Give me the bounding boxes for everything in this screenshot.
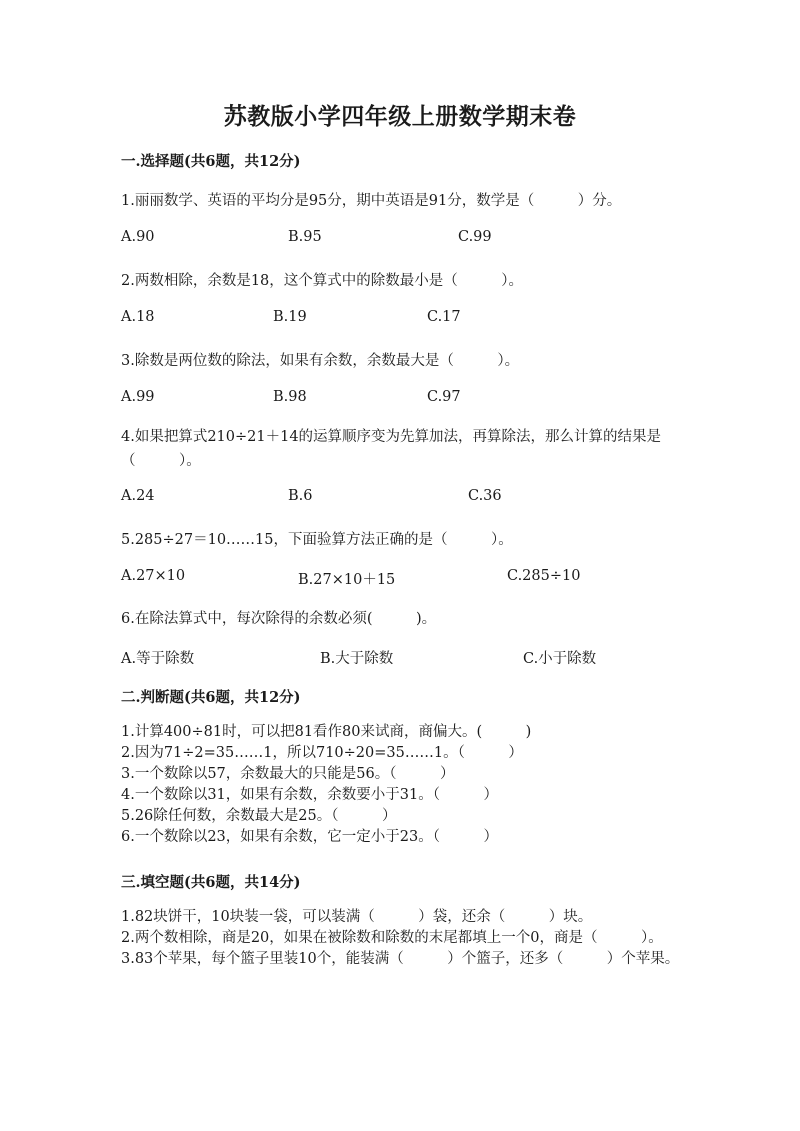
option-c: C.36 bbox=[468, 488, 502, 504]
choice-options-4 bbox=[121, 488, 700, 508]
option-c: C.285÷10 bbox=[507, 568, 581, 584]
fill-item-2: 2.两个数相除，商是20，如果在被除数和除数的末尾都填上一个0，商是（ ）。 bbox=[121, 930, 663, 946]
fill-item-3: 3.83个苹果，每个篮子里装10个，能装满（ ）个篮子，还多（ ）个苹果。 bbox=[121, 951, 680, 967]
choice-question-4: 4.如果把算式210÷21＋14的运算顺序变为先算加法，再算除法，那么计算的结果是（ ）。 bbox=[121, 429, 662, 469]
option-a: A.24 bbox=[121, 488, 155, 504]
option-b: B.98 bbox=[273, 389, 307, 405]
option-c: C.97 bbox=[427, 389, 461, 405]
choice-question-1: 1.丽丽数学、英语的平均分是95分，期中英语是91分，数学是（ ）分。 bbox=[121, 193, 622, 209]
judge-item-6: 6.一个数除以23，如果有余数，它一定小于23。（ ） bbox=[121, 829, 498, 845]
option-a: A.90 bbox=[121, 229, 155, 245]
section-heading-fill: 三.填空题(共6题，共14分) bbox=[121, 874, 301, 891]
fill-list bbox=[121, 907, 681, 970]
choice-options-1 bbox=[121, 229, 700, 249]
judge-item-5: 5.26除任何数，余数最大是25。（ ） bbox=[121, 808, 397, 824]
judge-item-3: 3.一个数除以57，余数最大的只能是56。（ ） bbox=[121, 766, 455, 782]
choice-options-6 bbox=[121, 647, 700, 667]
option-b: B.6 bbox=[288, 488, 313, 504]
choice-question-5: 5.285÷27＝10……15，下面验算方法正确的是（ ）。 bbox=[121, 532, 513, 548]
choice-options-2 bbox=[121, 309, 700, 329]
option-c: C.17 bbox=[427, 309, 461, 325]
option-a: A.27×10 bbox=[121, 568, 186, 584]
option-b: B.27×10＋15 bbox=[298, 572, 396, 588]
judge-item-1: 1.计算400÷81时，可以把81看作80来试商，商偏大。( ) bbox=[121, 724, 532, 740]
choice-question-6: 6.在除法算式中，每次除得的余数必须( )。 bbox=[121, 611, 437, 627]
section-heading-choice: 一.选择题(共6题，共12分) bbox=[121, 153, 301, 170]
option-a: A.99 bbox=[121, 389, 155, 405]
option-c: C.小于除数 bbox=[523, 651, 597, 667]
option-b: B.19 bbox=[273, 309, 307, 325]
option-a: A.18 bbox=[121, 309, 155, 325]
judge-list bbox=[121, 722, 531, 848]
judge-item-2: 2.因为71÷2=35……1，所以710÷20=35……1。（ ） bbox=[121, 745, 523, 761]
choice-question-2: 2.两数相除，余数是18，这个算式中的除数最小是（ ）。 bbox=[121, 273, 524, 289]
option-c: C.99 bbox=[458, 229, 492, 245]
choice-options-5 bbox=[121, 568, 700, 588]
choice-options-3 bbox=[121, 389, 700, 409]
option-b: B.大于除数 bbox=[320, 651, 394, 667]
section-heading-judge: 二.判断题(共6题，共12分) bbox=[121, 689, 301, 706]
option-b: B.95 bbox=[288, 229, 322, 245]
judge-item-4: 4.一个数除以31，如果有余数，余数要小于31。（ ） bbox=[121, 787, 498, 803]
fill-item-1: 1.82块饼干，10块装一袋，可以装满（ ）袋，还余（ ）块。 bbox=[121, 909, 593, 925]
choice-question-3: 3.除数是两位数的除法，如果有余数，余数最大是（ ）。 bbox=[121, 353, 520, 369]
option-a: A.等于除数 bbox=[121, 651, 195, 667]
page-title: 苏教版小学四年级上册数学期末卷 bbox=[223, 103, 577, 130]
